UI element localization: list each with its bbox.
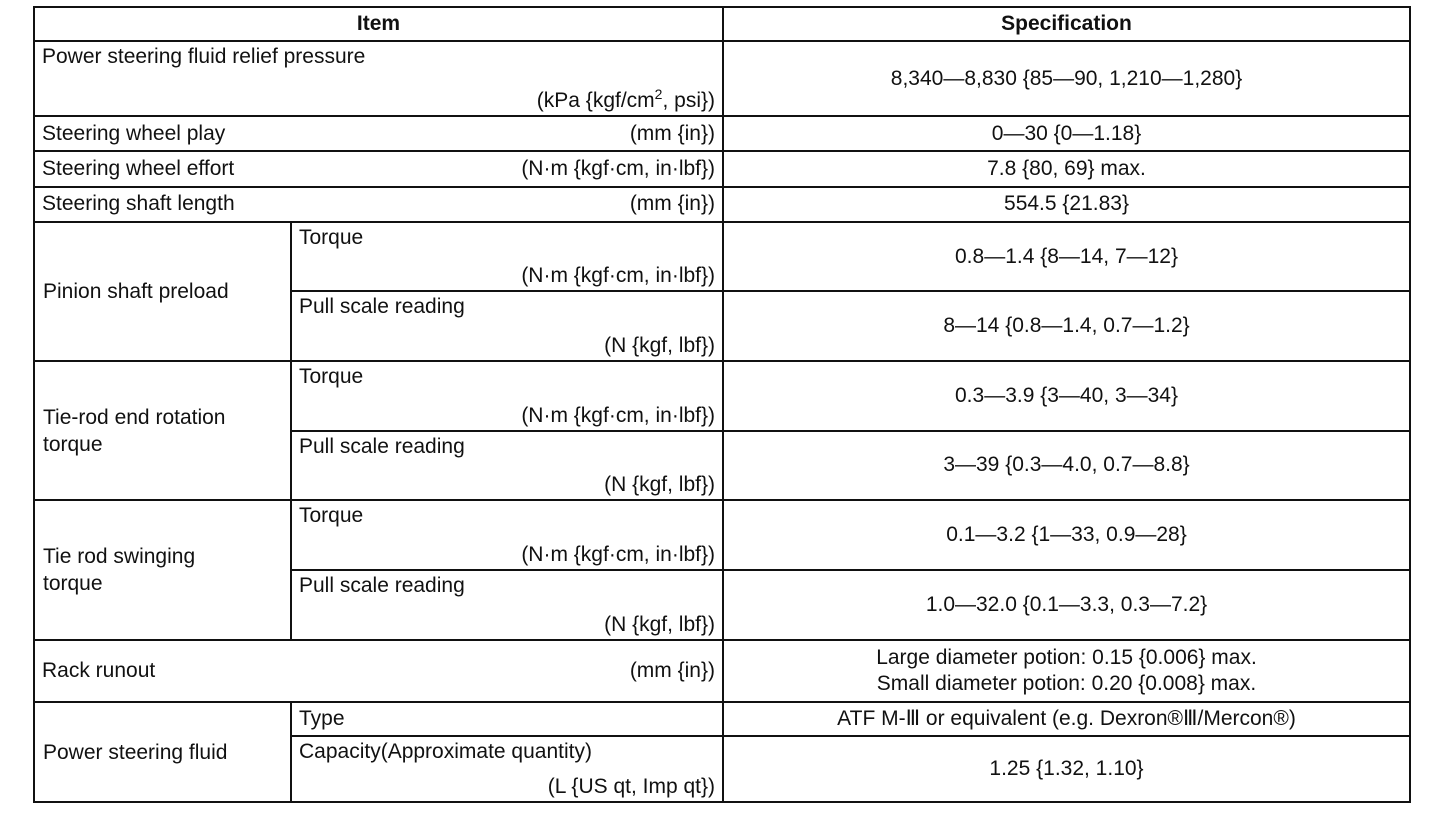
rack-runout-unit: (mm {in}) [629, 658, 715, 682]
fluid-capacity-label: Capacity(Approximate quantity) [299, 740, 592, 764]
pinion-torque-spec: 0.8—1.4 {8—14, 7—12} [723, 222, 1410, 292]
tie-rod-rotation-pull-spec: 3—39 {0.3—4.0, 0.7—8.8} [723, 431, 1410, 501]
wheel-effort-label: Steering wheel effort [42, 156, 235, 180]
shaft-length-unit: (mm {in}) [629, 192, 715, 216]
relief-pressure-unit: (kPa {$kgf/cm^2$, psi}) [536, 85, 715, 112]
wheel-play-spec: 0—30 {0—1.18} [723, 116, 1410, 151]
fluid-type-spec: ATF M-Ⅲ or equivalent (e.g. Dexron®Ⅲ/Mercon®) [723, 702, 1410, 736]
relief-pressure-label: Power steering fluid relief pressure [42, 45, 366, 69]
table-row [34, 500, 1410, 570]
rack-runout-label: Rack runout [42, 658, 156, 682]
tie-rod-swinging-pull-spec: 1.0—32.0 {0.1—3.3, 0.3—7.2} [723, 570, 1410, 640]
table-row [34, 116, 1410, 151]
fluid-capacity-spec: 1.25 {1.32, 1.10} [723, 736, 1410, 802]
table-row [34, 151, 1410, 186]
shaft-length-spec: 554.5 {21.83} [723, 187, 1410, 222]
table-row [34, 41, 1410, 116]
tie-rod-rotation-pull-label: Pull scale reading [299, 434, 465, 458]
table-row [34, 640, 1410, 703]
wheel-play-label: Steering wheel play [42, 121, 226, 145]
fluid-capacity-unit: (L {US qt, Imp qt}) [547, 775, 715, 798]
header-item: Item [34, 7, 723, 41]
pinion-preload-label: Pinion shaft preload [34, 222, 291, 361]
wheel-play-unit: (mm {in}) [629, 121, 715, 145]
shaft-length-label: Steering shaft length [42, 192, 235, 216]
pinion-pull-unit: (N {kgf, lbf}) [604, 334, 715, 358]
tie-rod-swinging-torque-label: Torque [299, 504, 364, 528]
tie-rod-rotation-label: Tie-rod end rotation torque [34, 361, 291, 500]
tie-rod-swinging-label: Tie rod swinging torque [34, 500, 291, 639]
pinion-pull-label: Pull scale reading [299, 295, 465, 319]
table-row [34, 702, 1410, 736]
tie-rod-swinging-pull-label: Pull scale reading [299, 573, 465, 597]
table-row [34, 361, 1410, 431]
wheel-effort-unit: (N·m {kgf·cm, in·lbf}) [521, 156, 715, 180]
fluid-label: Power steering fluid [34, 702, 291, 802]
tie-rod-rotation-torque-spec: 0.3—3.9 {3—40, 3—34} [723, 361, 1410, 431]
tie-rod-swinging-torque-unit: (N·m {kgf·cm, in·lbf}) [521, 542, 715, 566]
fluid-type-label: Type [299, 707, 345, 731]
table-header-row [34, 7, 1410, 41]
wheel-effort-spec: 7.8 {80, 69} max. [723, 151, 1410, 186]
tie-rod-rotation-torque-label: Torque [299, 365, 364, 389]
tie-rod-rotation-torque-unit: (N·m {kgf·cm, in·lbf}) [521, 403, 715, 427]
tie-rod-swinging-torque-spec: 0.1—3.2 {1—33, 0.9—28} [723, 500, 1410, 570]
pinion-torque-unit: (N·m {kgf·cm, in·lbf}) [521, 264, 715, 288]
table-row [34, 187, 1410, 222]
relief-pressure-spec: 8,340—8,830 {85—90, 1,210—1,280} [723, 41, 1410, 116]
table-row [34, 222, 1410, 292]
header-specification: Specification [723, 7, 1410, 41]
rack-runout-spec: Large diameter potion: 0.15 {0.006} max. Small diameter potion: 0.20 {0.008} max. [723, 640, 1410, 703]
steering-specification-table [33, 6, 1411, 803]
pinion-pull-spec: 8—14 {0.8—1.4, 0.7—1.2} [723, 291, 1410, 361]
pinion-torque-label: Torque [299, 225, 364, 249]
tie-rod-rotation-pull-unit: (N {kgf, lbf}) [604, 473, 715, 497]
tie-rod-swinging-pull-unit: (N {kgf, lbf}) [604, 612, 715, 636]
